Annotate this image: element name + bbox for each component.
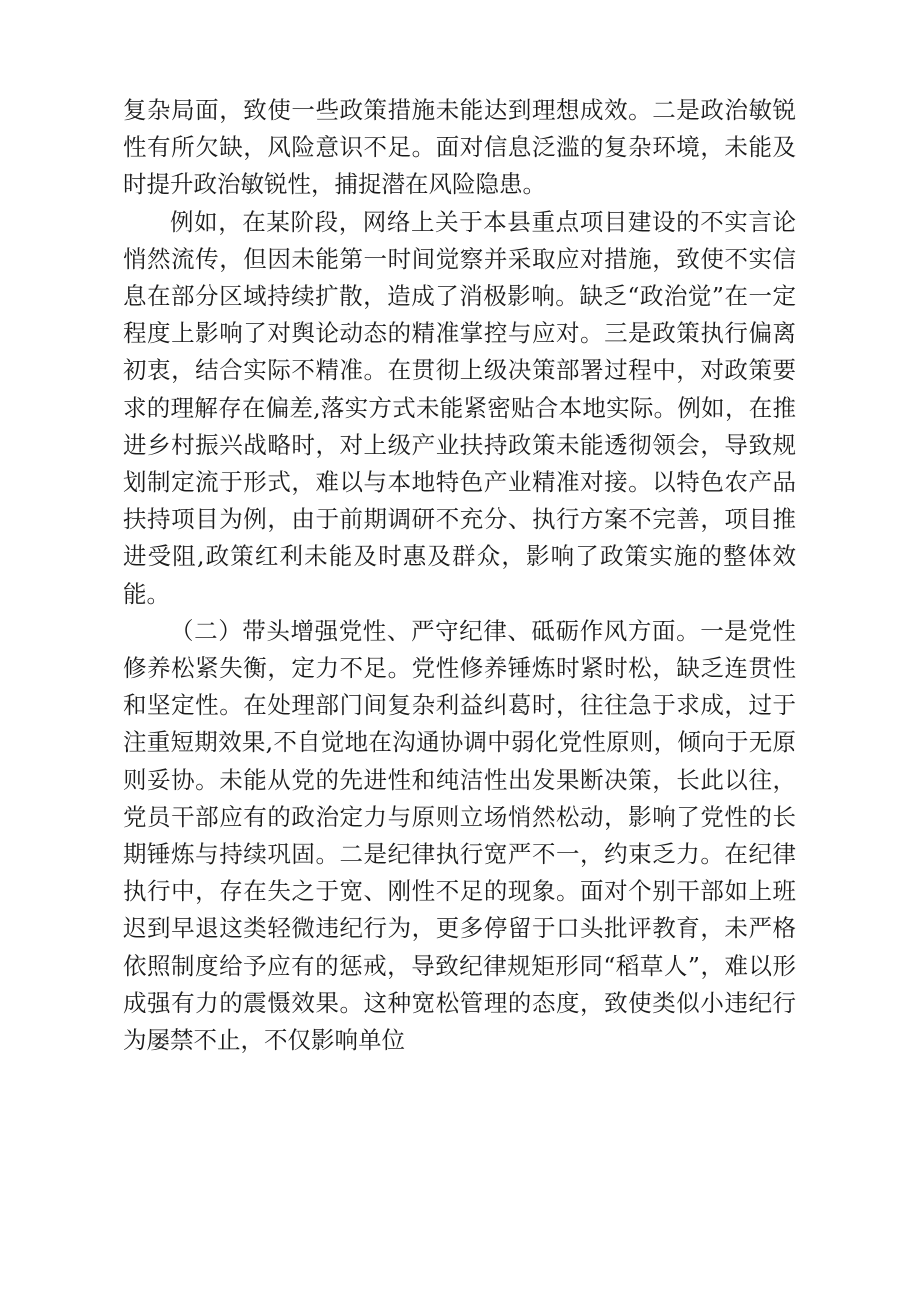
paragraph-section-two: （二）带头增强党性、严守纪律、砥砺作风方面。一是党性修养松紧失衡，定力不足。党性修养锤炼时紧时松，缺乏连贯性和坚定性。在处理部门间复杂利益纠葛时，往往急于求成，过于注重短期效果,不自觉地在沟通协调中弱化党性原则，倾向于无原则妥协。未能从党的先进性和纯洁性出发果断决策，长此以往，党员干部应有的政治定力与原则立场悄然松动，影响了党性的长期锤炼与持续巩固。二是纪律执行宽严不一，约束乏力。在纪律执行中，存在失之于宽、刚性不足的现象。面对个别干部如上班迟到早退这类轻微违纪行为，更多停留于口头批评教育，未严格依照制度给予应有的惩戒，导致纪律规矩形同“稻草人”，难以形成强有力的震慑效果。这种宽松管理的态度，致使类似小违纪行为屡禁不止，不仅影响单位 — [123, 616, 796, 1055]
paragraph-continuation: 复杂局面，致使一些政策措施未能达到理想成效。二是政治敏锐性有所欠缺，风险意识不足。面对信息泛滥的复杂环境，未能及时提升政治敏锐性，捕捉潜在风险隐患。 — [123, 96, 796, 199]
body-text — [123, 92, 796, 1059]
paragraph-example: 例如，在某阶段，网络上关于本县重点项目建设的不实言论悄然流传，但因未能第一时间觉察并采取应对措施，致使不实信息在部分区域持续扩散，造成了消极影响。缺乏“政治觉”在一定程度上影响了对舆论动态的精准掌控与应对。三是政策执行偏离初衷，结合实际不精准。在贯彻上级决策部署过程中，对政策要求的理解存在偏差,落实方式未能紧密贴合本地实际。例如，在推进乡村振兴战略时，对上级产业扶持政策未能透彻领会，导致规划制定流于形式，难以与本地特色产业精准对接。以特色农产品扶持项目为例，由于前期调研不充分、执行方案不完善，项目推进受阻,政策红利未能及时惠及群众，影响了政策实施的整体效能。 — [123, 207, 796, 608]
